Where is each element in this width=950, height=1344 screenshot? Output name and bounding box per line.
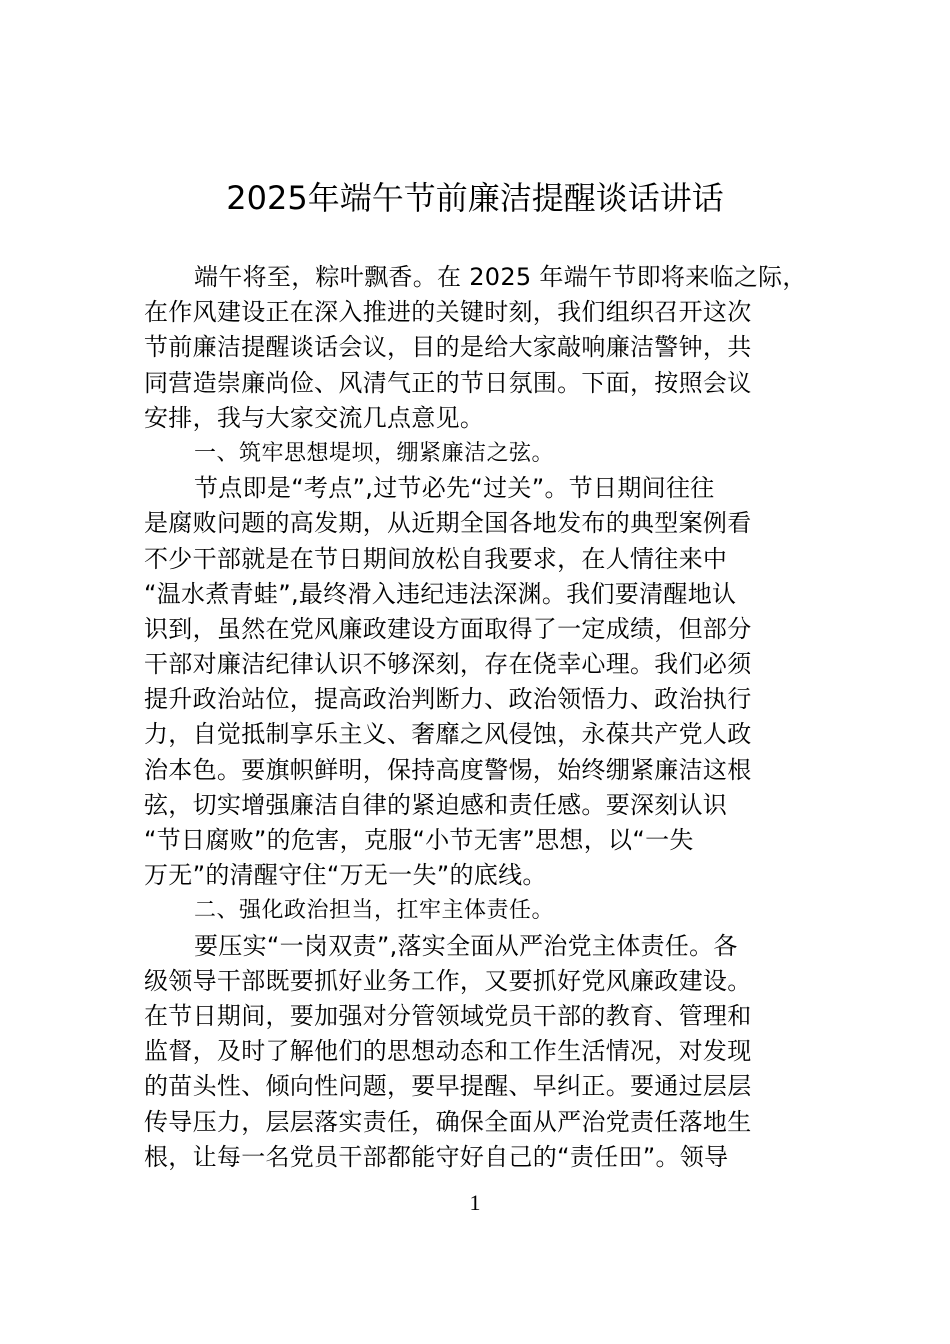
text-line: 万无”的清醒守住“万无一失”的底线。: [144, 861, 547, 890]
document-title: 2025年端午节前廉洁提醒谈话讲话: [226, 179, 724, 217]
text-line: “温水煮青蛙”,最终滑入违纪违法深渊。我们要清醒地认: [144, 579, 737, 608]
text-line: 不少干部就是在节日期间放松自我要求，在人情往来中: [144, 544, 728, 573]
text-line: 监督，及时了解他们的思想动态和工作生活情况，对发现: [144, 1037, 752, 1066]
text-line: “节日腐败”的危害，克服“小节无害”思想，以“一失: [144, 826, 694, 854]
document-body: [144, 260, 844, 1175]
text-line: 识到，虽然在党风廉政建设方面取得了一定成绩，但部分: [144, 614, 752, 643]
text-line: 传导压力，层层落实责任，确保全面从严治党责任落地生: [144, 1107, 752, 1136]
text-line: 同营造崇廉尚俭、风清气正的节日氛围。下面，按照会议: [144, 368, 752, 397]
text-line: 是腐败问题的高发期，从近期全国各地发布的典型案例看: [144, 509, 752, 538]
section-heading-2: 二、强化政治担当，扛牢主体责任。: [194, 898, 555, 924]
text-line: 要压实“一岗双责”,落实全面从严治党主体责任。各: [194, 931, 738, 960]
text-line: 弦，切实增强廉洁自律的紧迫感和责任感。要深刻认识: [144, 790, 728, 819]
text-line: 在节日期间，要加强对分管领域党员干部的教育、管理和: [144, 1001, 752, 1030]
text-line: 治本色。要旗帜鲜明，保持高度警惕，始终绷紧廉洁这根: [144, 755, 752, 784]
page-number: 1: [469, 1190, 481, 1215]
section-heading-1: 一、筑牢思想堤坝，绷紧廉洁之弦。: [194, 440, 555, 466]
text-line: 提升政治站位，提高政治判断力、政治领悟力、政治执行: [144, 685, 752, 714]
text-line: 力，自觉抵制享乐主义、奢靡之风侵蚀，永葆共产党人政: [144, 720, 752, 749]
text-line: 级领导干部既要抓好业务工作，又要抓好党风廉政建设。: [144, 966, 752, 995]
text-line: 安排，我与大家交流几点意见。: [144, 403, 485, 432]
text-line: 节点即是“考点”,过节必先“过关”。节日期间往往: [194, 474, 715, 503]
text-line: 根，让每一名党员干部都能守好自己的“责任田”。领导: [144, 1142, 729, 1171]
text-line: 的苗头性、倾向性问题，要早提醒、早纠正。要通过层层: [144, 1072, 752, 1101]
text-line: 节前廉洁提醒谈话会议，目的是给大家敲响廉洁警钟，共: [144, 333, 752, 362]
text-line: 在作风建设正在深入推进的关键时刻，我们组织召开这次: [144, 298, 752, 327]
text-line: 端午将至，粽叶飘香。在 2025 年端午节即将来临之际，: [194, 263, 807, 291]
text-line: 干部对廉洁纪律认识不够深刻，存在侥幸心理。我们必须: [144, 650, 752, 679]
